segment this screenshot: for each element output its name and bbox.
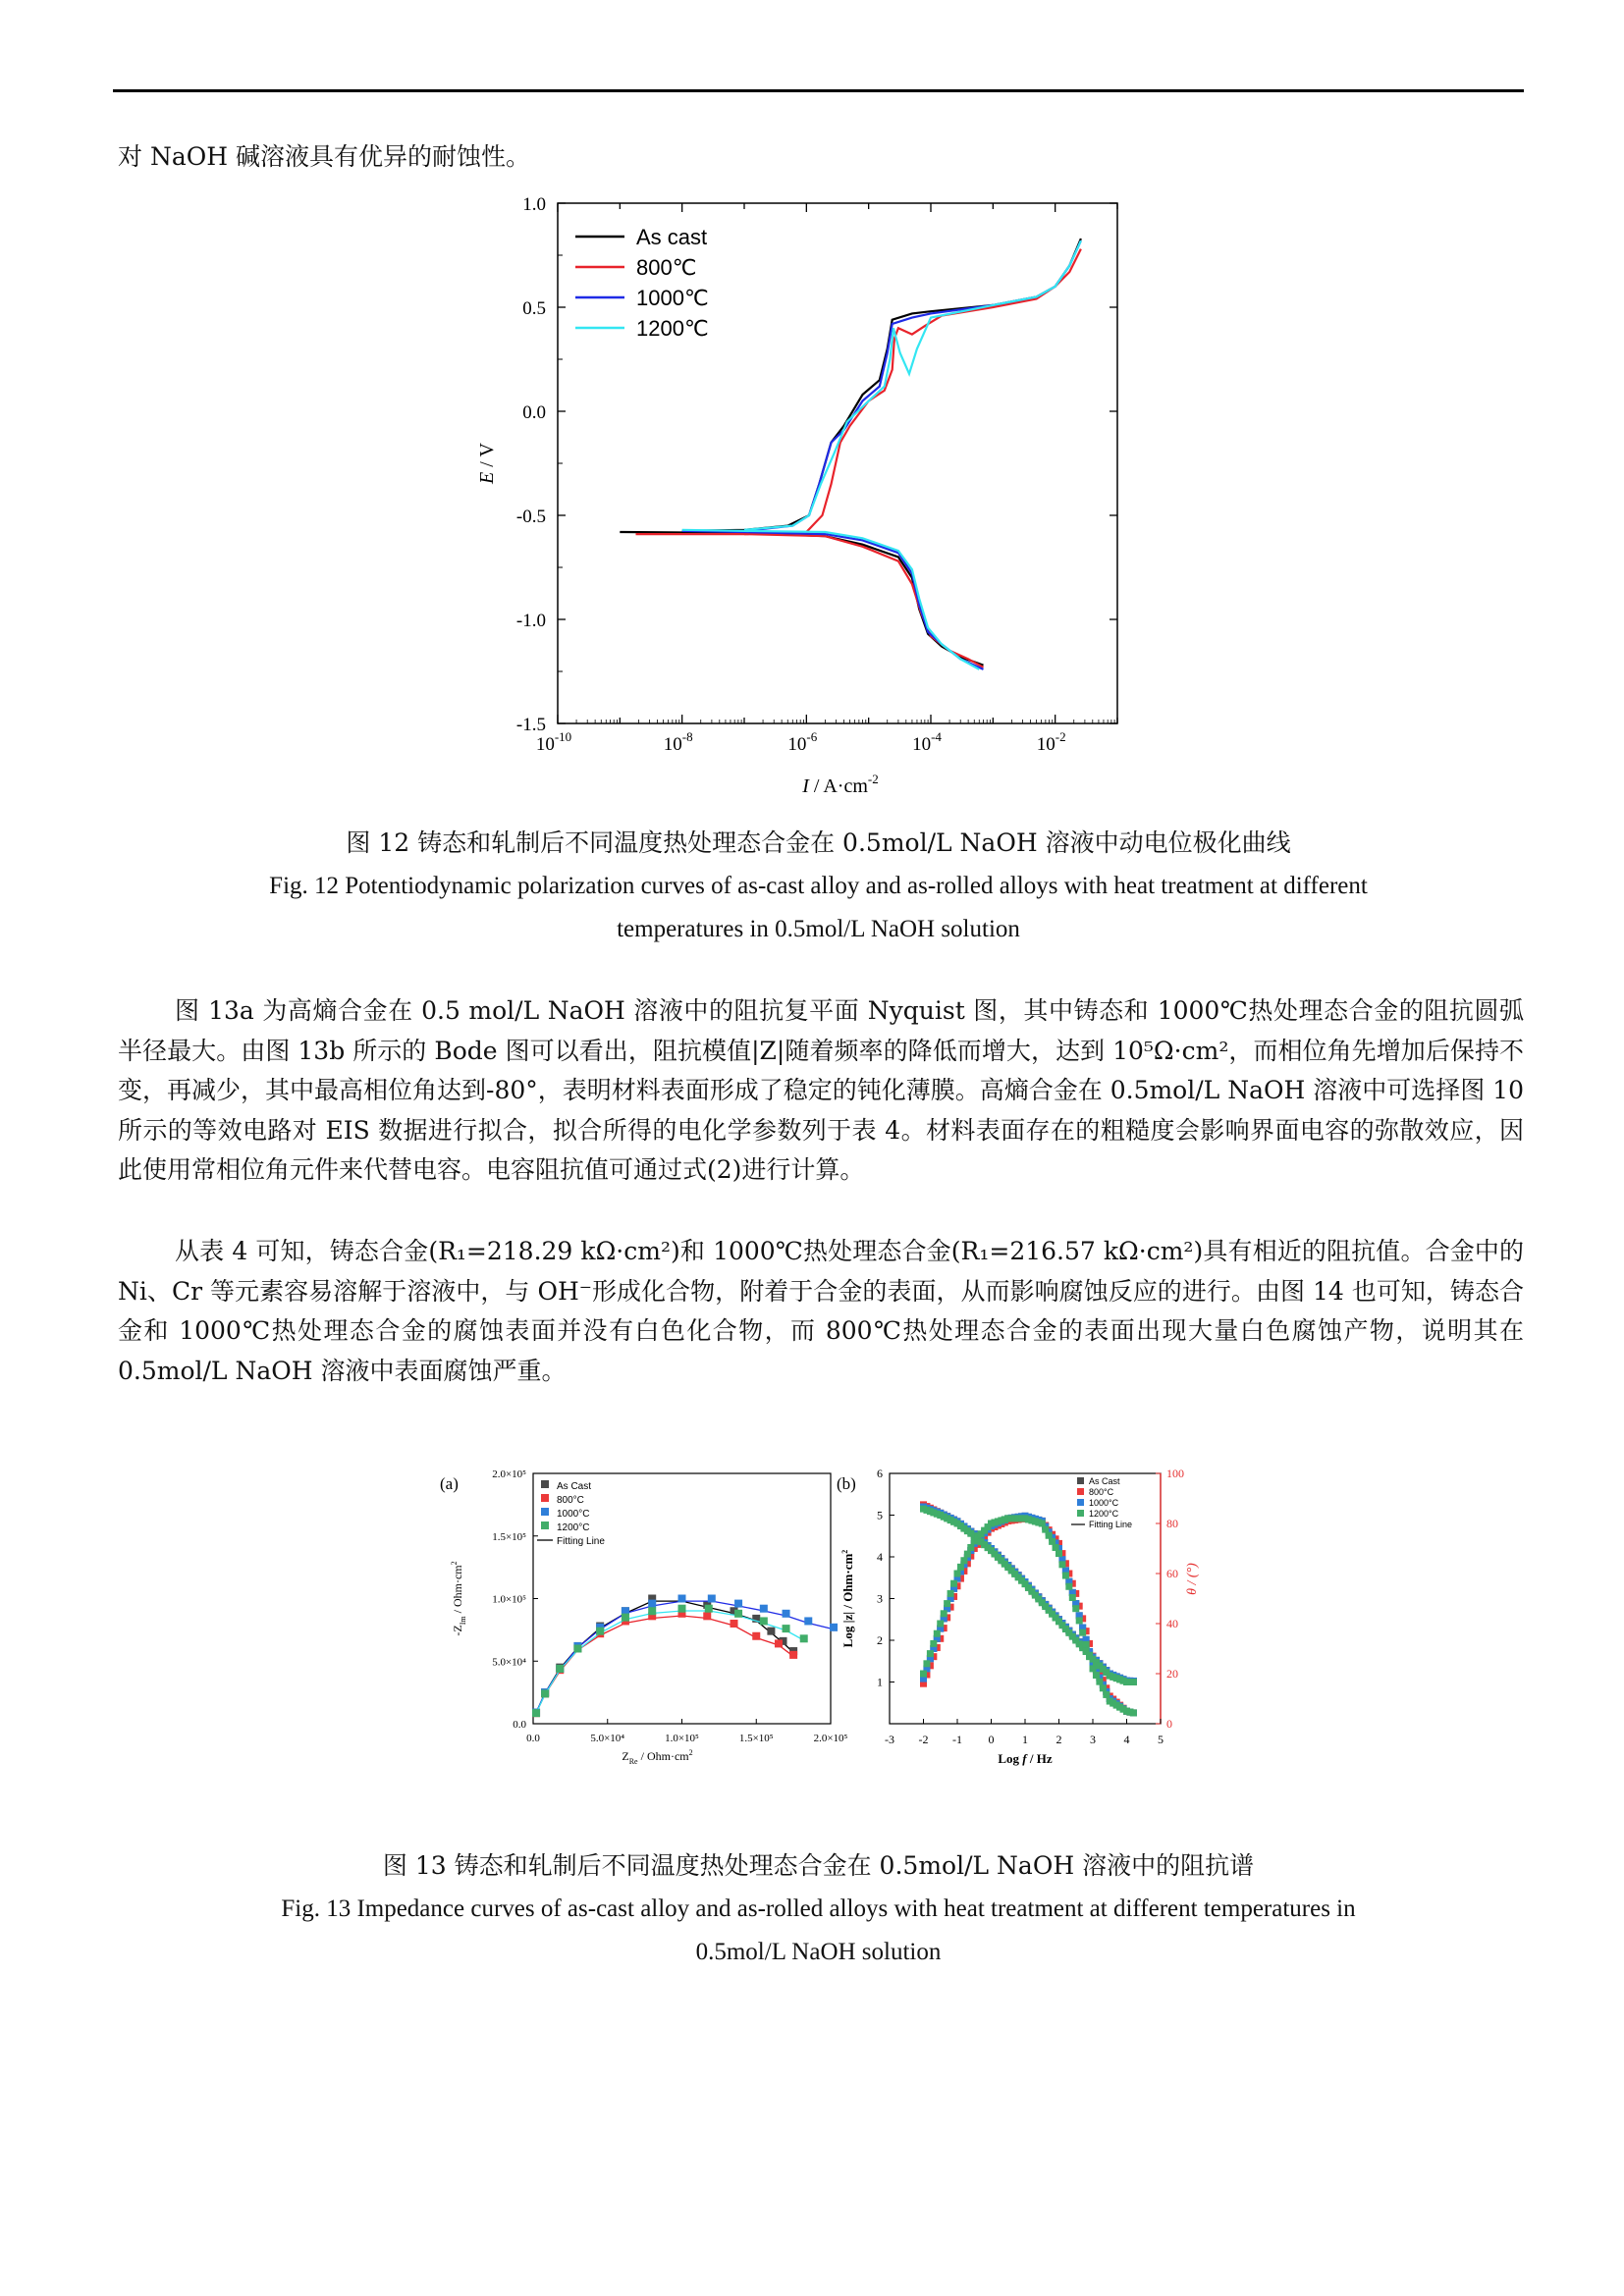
body-paragraph-2: 从表 4 可知，铸态合金(R₁=218.29 kΩ·cm²)和 1000℃热处理态合金(R₁=216.57 kΩ·cm²)具有相近的阻抗值。合金中的 Ni、Cr 等元素容易溶解于溶液中，与 OH⁻形成化合物，附着于合金的表面，从而影响腐蚀反应的进行。由图 14 也可知，铸态合金和 1000℃热处理态合金的腐蚀表面并没有白色化合物，而 800℃热处理态合金的表面出现大量白色腐蚀产物，说明其在 0.5mol/L NaOH 溶液中表面腐蚀严重。 xyxy=(118,1237,1524,1385)
series-line-cathodic-0 xyxy=(620,532,983,666)
phase-point xyxy=(930,1640,937,1647)
y-tick-label: 5 xyxy=(877,1508,883,1522)
x-tick-label: 5.0×10⁴ xyxy=(590,1733,625,1744)
fig13-caption-en-line1: Fig. 13 Impedance curves of as-cast alloy and as-rolled alloys with heat treatment at different temperatures in xyxy=(281,1896,1356,1922)
logz-point xyxy=(1130,1679,1137,1685)
series-line-anodic-3 xyxy=(744,240,1081,530)
data-point-square xyxy=(767,1628,775,1635)
x-tick-label: 2 xyxy=(1056,1733,1062,1746)
phase-point xyxy=(1079,1629,1086,1636)
series-line-cathodic-1 xyxy=(636,534,984,667)
y-tick-label: -0.5 xyxy=(515,507,546,527)
data-point-square xyxy=(541,1689,549,1697)
phase-point xyxy=(960,1557,967,1564)
legend-label: 1200℃ xyxy=(636,316,709,341)
legend-label: As Cast xyxy=(1089,1476,1120,1486)
phase-point xyxy=(1062,1573,1069,1579)
panel-label-a: (a) xyxy=(440,1474,459,1493)
x-tick-label: 3 xyxy=(1090,1733,1096,1746)
phase-point xyxy=(1090,1665,1097,1672)
data-point-square xyxy=(783,1610,790,1618)
legend-label: 800°C xyxy=(1089,1487,1114,1497)
y-right-tick-label: 0 xyxy=(1166,1717,1172,1731)
phase-point xyxy=(1076,1617,1083,1624)
phase-point xyxy=(954,1571,961,1577)
phase-point xyxy=(927,1650,934,1657)
phase-point xyxy=(941,1610,947,1617)
phase-point xyxy=(1100,1684,1107,1691)
y-tick-label: -1.0 xyxy=(515,611,546,631)
y-right-tick-label: 20 xyxy=(1166,1667,1178,1681)
phase-point xyxy=(1083,1641,1090,1648)
legend-swatch xyxy=(541,1480,549,1488)
x-tick-label: -1 xyxy=(952,1733,962,1746)
x-axis-label: $I / A\cdot cm^{-2}$ xyxy=(802,772,879,797)
phase-point xyxy=(957,1564,964,1571)
x-axis-label: $Z_{Re} / Ohm\cdot cm^2$ xyxy=(622,1748,693,1766)
data-point-square xyxy=(708,1595,716,1603)
x-tick-label: 4 xyxy=(1123,1733,1130,1746)
phase-point xyxy=(1056,1550,1062,1557)
legend-swatch xyxy=(1077,1499,1084,1506)
y-tick-label: 1.0×10⁵ xyxy=(492,1593,526,1606)
legend-label: As Cast xyxy=(557,1481,592,1492)
fig13-caption-en-line2: 0.5mol/L NaOH solution xyxy=(695,1939,942,1965)
phase-point xyxy=(937,1621,944,1628)
panel-label-b: (b) xyxy=(837,1474,856,1493)
data-point-square xyxy=(678,1595,686,1603)
figure-13b-bode-chart xyxy=(835,1468,1227,1791)
legend-label: 1000°C xyxy=(557,1509,590,1520)
y-tick-label: -1.5 xyxy=(515,715,546,735)
legend-swatch xyxy=(1077,1477,1084,1484)
phase-point xyxy=(1072,1605,1079,1612)
y-right-axis-label: θ / (°) xyxy=(1185,1563,1200,1595)
phase-point xyxy=(1130,1709,1137,1716)
data-point-square xyxy=(573,1645,581,1653)
data-point-square xyxy=(775,1639,783,1647)
fig12-caption-cn: 图 12 铸态和轧制后不同温度热处理态合金在 0.5mol/L NaOH 溶液中动电位极化曲线 xyxy=(346,828,1291,857)
data-point-square xyxy=(532,1709,540,1717)
phase-point xyxy=(1042,1526,1049,1533)
phase-point xyxy=(1049,1538,1056,1545)
y-tick-label: 6 xyxy=(877,1468,883,1480)
legend-swatch xyxy=(541,1522,549,1529)
legend-label: 1000°C xyxy=(1089,1498,1119,1508)
data-point-square xyxy=(734,1600,742,1608)
y-tick-label: 3 xyxy=(877,1591,883,1606)
y-right-tick-label: 100 xyxy=(1166,1468,1184,1480)
legend-label: 1000℃ xyxy=(636,286,709,310)
x-tick-label: 0.0 xyxy=(526,1733,540,1744)
data-point-square xyxy=(705,1605,713,1613)
legend-label: Fitting Line xyxy=(1089,1520,1133,1529)
series-line-cathodic-2 xyxy=(682,531,984,669)
legend-label: 1200°C xyxy=(557,1522,590,1533)
data-point-square xyxy=(783,1625,790,1632)
phase-point xyxy=(950,1580,957,1587)
legend-label: 1200°C xyxy=(1089,1509,1119,1519)
y-tick-label: 5.0×10⁴ xyxy=(492,1656,526,1669)
x-axis-label: Log f / Hz xyxy=(998,1751,1053,1766)
phase-point xyxy=(934,1630,941,1637)
x-tick-label: $10^{-4}$ xyxy=(912,729,942,755)
x-tick-label: 5 xyxy=(1158,1733,1164,1746)
data-point-square xyxy=(734,1610,742,1618)
y-right-tick-label: 60 xyxy=(1166,1567,1178,1580)
header-rule xyxy=(113,89,1524,92)
phase-point xyxy=(1058,1561,1065,1568)
fig12-caption-en-line1: Fig. 12 Potentiodynamic polarization curves of as-cast alloy and as-rolled alloys with heat treatment at different xyxy=(269,873,1368,899)
data-point-square xyxy=(678,1605,686,1613)
legend-swatch xyxy=(541,1508,549,1516)
phase-point xyxy=(967,1544,974,1551)
body-paragraph-1: 图 13a 为高熵合金在 0.5 mol/L NaOH 溶液中的阻抗复平面 Nyquist 图，其中铸态和 1000℃热处理态合金的阻抗圆弧半径最大。由图 13b 所示的 Bode 图可以看出，阻抗模值|Z|随着频率的降低而增大，达到 10⁵Ω·cm²，而相位角先增加后保持不变，再减少，其中最高相位角达到-80°，表明材料表面形成了稳定的钝化薄膜。高熵合金在 0.5mol/L NaOH 溶液中可选择图 10 所示的等效电路对 EIS 数据进行拟合，拟合所得的电化学参数列于表 4。材料表面存在的粗糙度会影响界面电容的弥散效应，因此使用常相位角元件来代替电容。电容阻抗值可通过式(2)进行计算。 xyxy=(118,996,1524,1184)
y-right-tick-label: 80 xyxy=(1166,1517,1178,1530)
data-point-square xyxy=(752,1632,760,1640)
y-tick-label: 0.0 xyxy=(513,1719,526,1731)
data-point-square xyxy=(760,1617,768,1625)
series-line-anodic-2 xyxy=(744,240,1081,531)
y-tick-label: 0.5 xyxy=(522,298,546,319)
phase-point xyxy=(1069,1594,1076,1601)
x-tick-label: -2 xyxy=(918,1733,929,1746)
x-tick-label: $10^{-10}$ xyxy=(535,729,572,755)
data-point-square xyxy=(703,1612,711,1620)
fig12-caption-en-line2: temperatures in 0.5mol/L NaOH solution xyxy=(617,916,1020,942)
phase-point xyxy=(923,1660,930,1667)
phase-point xyxy=(1046,1532,1053,1539)
figure-12-polarization-chart xyxy=(471,191,1237,820)
data-point-square xyxy=(731,1620,738,1628)
phase-point xyxy=(947,1590,954,1597)
series-line-cathodic-3 xyxy=(682,530,980,669)
x-tick-label: 1.5×10⁵ xyxy=(738,1733,774,1744)
phase-point xyxy=(920,1671,927,1678)
legend-label: 800℃ xyxy=(636,255,697,280)
legend-label: As cast xyxy=(636,225,708,249)
y-tick-label: 1.0 xyxy=(522,194,546,215)
x-tick-label: 2.0×10⁵ xyxy=(813,1733,848,1744)
x-tick-label: -3 xyxy=(885,1733,894,1746)
phase-point xyxy=(1093,1672,1100,1679)
phase-point xyxy=(944,1600,950,1607)
y-right-tick-label: 40 xyxy=(1166,1617,1178,1630)
phase-point xyxy=(1103,1691,1110,1698)
phase-point xyxy=(964,1551,971,1558)
legend-swatch xyxy=(541,1494,549,1502)
y-tick-label: 2 xyxy=(877,1633,883,1647)
fig13-caption-cn: 图 13 铸态和轧制后不同温度热处理态合金在 0.5mol/L NaOH 溶液中的阻抗谱 xyxy=(382,1851,1255,1880)
y-tick-label: 0.0 xyxy=(522,402,546,423)
data-point-square xyxy=(760,1605,768,1613)
series-line-anodic-0 xyxy=(682,239,1081,531)
phase-point xyxy=(1096,1679,1103,1685)
y-tick-label: 4 xyxy=(877,1550,883,1564)
data-point-square xyxy=(648,1600,656,1608)
top-text-line: 对 NaOH 碱溶液具有优异的耐蚀性。 xyxy=(118,142,530,171)
legend-swatch xyxy=(1077,1488,1084,1495)
data-point-square xyxy=(556,1665,564,1673)
y-axis-label: $-Z_{Im} / Ohm\cdot cm^2$ xyxy=(450,1561,467,1636)
phase-point xyxy=(1065,1583,1072,1590)
phase-point xyxy=(1039,1521,1046,1527)
y-axis-label: Log $|z| / Ohm\cdot cm^2$ xyxy=(840,1549,855,1648)
x-tick-label: 0 xyxy=(988,1733,995,1746)
data-point-square xyxy=(596,1628,604,1635)
x-tick-label: 1.0×10⁵ xyxy=(665,1733,699,1744)
data-point-square xyxy=(789,1651,797,1659)
plot-frame xyxy=(558,203,1117,723)
series-line-anodic-1 xyxy=(744,249,1081,534)
fitting-line-1 xyxy=(536,1616,793,1713)
y-tick-label: 1 xyxy=(877,1675,883,1689)
x-tick-label: $10^{-8}$ xyxy=(663,729,693,755)
legend-label: 800°C xyxy=(557,1495,584,1506)
y-tick-label: 1.5×10⁵ xyxy=(492,1530,526,1543)
fitting-line-2 xyxy=(536,1601,834,1713)
data-point-square xyxy=(648,1607,656,1615)
x-tick-label: $10^{-2}$ xyxy=(1036,729,1066,755)
data-point-square xyxy=(800,1634,808,1642)
data-point-square xyxy=(622,1614,629,1622)
y-axis-label: E / V xyxy=(476,443,498,484)
x-tick-label: 1 xyxy=(1022,1733,1028,1746)
phase-point xyxy=(1053,1544,1059,1551)
figure-13a-nyquist-chart xyxy=(432,1468,864,1791)
legend-swatch xyxy=(1077,1510,1084,1517)
x-tick-label: $10^{-6}$ xyxy=(787,729,818,755)
data-point-square xyxy=(804,1617,812,1625)
y-tick-label: 2.0×10⁵ xyxy=(492,1468,526,1480)
legend-label: Fitting Line xyxy=(557,1536,605,1547)
